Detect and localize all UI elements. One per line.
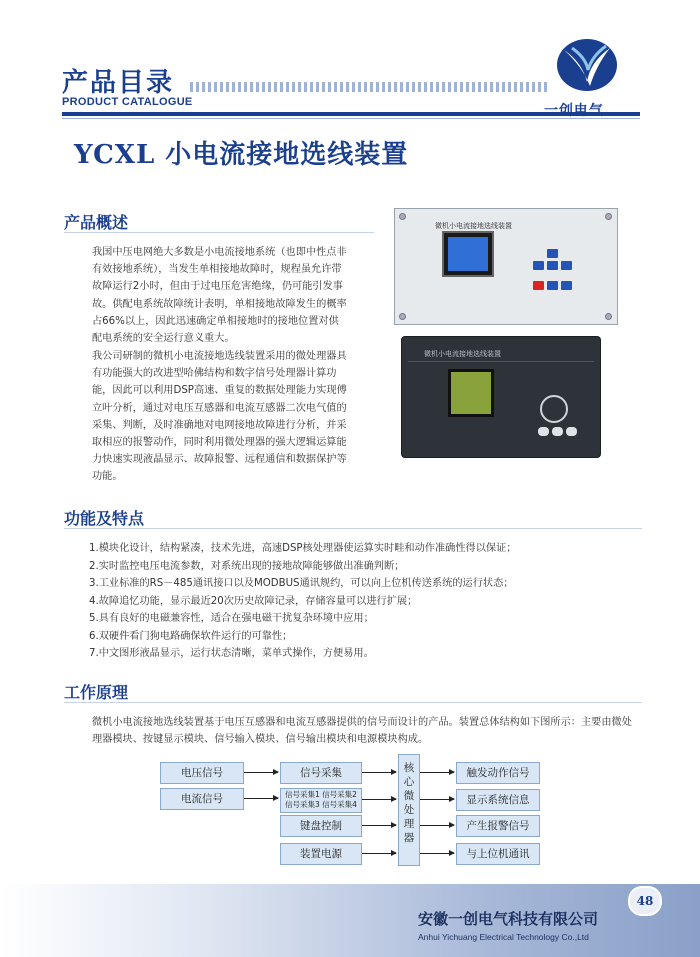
screw-icon	[399, 313, 406, 320]
overview-heading: 产品概述	[64, 213, 129, 232]
screw-icon	[399, 213, 406, 220]
output-box: 产生报警信号	[456, 815, 540, 837]
feature-item: 7.中文图形液晶显示，运行状态清晰，菜单式操作，方便易用。	[89, 648, 374, 659]
device1-screen	[442, 231, 494, 277]
device2-divider	[408, 361, 594, 362]
device1-lcd	[448, 237, 488, 271]
screw-icon	[605, 313, 612, 320]
company-logo-icon	[552, 36, 622, 94]
core-processor-box: 核心微处理器	[398, 754, 420, 866]
company-name-cn: 安徽一创电气科技有限公司	[418, 910, 599, 928]
arrow-icon	[362, 825, 396, 826]
device-photo-1	[394, 208, 618, 325]
acquisition-line-1: 信号采集1 信号采集2	[285, 790, 357, 799]
enter-key-icon	[547, 261, 558, 270]
catalogue-title: 产品目录	[62, 68, 175, 98]
device2-button-icon	[552, 427, 563, 436]
features-list	[89, 540, 649, 663]
menu-key-icon	[561, 281, 572, 290]
arrow-icon	[420, 853, 454, 854]
arrow-icon	[362, 799, 396, 800]
overview-rule	[64, 232, 374, 233]
arrow-icon	[244, 798, 278, 799]
catalogue-subtitle: PRODUCT CATALOGUE	[62, 96, 193, 108]
down-key-icon	[547, 281, 558, 290]
arrow-icon	[362, 772, 396, 773]
screw-icon	[605, 213, 612, 220]
feature-item: 3.工业标准的RS－485通讯接口以及MODBUS通讯规约，可以向上位机传送系统的运行状态；	[89, 578, 514, 589]
device1-label: 微机小电流接地选线装置	[435, 222, 512, 230]
left-key-icon	[533, 261, 544, 270]
logo-text: 一创电气	[544, 103, 604, 119]
overview-paragraph-2: 我公司研制的微机小电流接地选线装置采用的微处理器具有功能强大的改进型哈佛结构和数字信号处理器计算功能，因此可以利用DSP高速、重复的数据处理能力实现傅立叶分析，通过对电压互感器和电流互感器二次电气值的采集、判断，及时准确地对电网接地故障进行分析，并采取相应的报警动作，同时利用微处理器的强大逻辑运算能力快速实现液晶显示、故障报警、远程通信和数据保护等功能。	[92, 351, 347, 483]
features-heading: 功能及特点	[64, 509, 145, 528]
device-photo-2	[401, 336, 601, 458]
reset-key-icon	[533, 281, 544, 290]
overview-paragraph-1: 我国中压电网绝大多数是小电流接地系统（也即中性点非有效接地系统），当发生单相接地故障时，规程虽允许带故障运行2小时，但由于过电压危害绝缘，仍可能引发事故。供配电系统故障统计表明，单相接地故障发生的概率占66%以上，因此迅速确定单相接地时的接地位置对供配电系统的安全运行意义重大。	[92, 247, 347, 345]
header-stripes	[190, 82, 550, 92]
arrow-icon	[420, 772, 454, 773]
device2-button-icon	[538, 427, 549, 436]
arrow-icon	[420, 825, 454, 826]
device2-screen	[448, 369, 494, 417]
right-key-icon	[561, 261, 572, 270]
power-supply-box: 装置电源	[280, 843, 362, 865]
principle-rule	[64, 702, 642, 703]
principle-heading: 工作原理	[64, 683, 129, 702]
features-rule	[64, 528, 642, 529]
feature-item: 5.具有良好的电磁兼容性，适合在强电磁干扰复杂环境中应用；	[89, 613, 374, 624]
output-box: 显示系统信息	[456, 789, 540, 811]
output-box: 触发动作信号	[456, 762, 540, 784]
output-box: 与上位机通讯	[456, 843, 540, 865]
feature-item: 6.双硬件看门狗电路确保软件运行的可靠性；	[89, 630, 293, 642]
arrow-icon	[244, 772, 278, 773]
product-title: YCXL 小电流接地选线装置	[74, 140, 409, 170]
feature-item: 1.模块化设计，结构紧凑，技术先进，高速DSP核处理器使运算实时畦和动作准确性得以保证；	[89, 543, 517, 554]
up-key-icon	[547, 249, 558, 258]
signal-acquisition-box: 信号采集	[280, 762, 362, 784]
company-name-en: Anhui Yichuang Electrical Technology Co.,Ltd	[418, 932, 589, 942]
current-signal-box: 电流信号	[160, 788, 244, 810]
keyboard-control-box: 键盘控制	[280, 815, 362, 837]
navigation-ring-icon	[540, 395, 568, 423]
feature-item: 2.实时监控电压电流参数，对系统出现的接地故障能够做出准确判断；	[89, 560, 405, 572]
page-number: 48	[628, 886, 662, 916]
arrow-icon	[362, 853, 396, 854]
device2-button-icon	[566, 427, 577, 436]
voltage-signal-box: 电压信号	[160, 762, 244, 784]
acquisition-line-2: 信号采集3 信号采集4	[285, 800, 357, 809]
device2-label: 微机小电流接地选线装置	[424, 350, 501, 358]
principle-text: 微机小电流接地选线装置基于电压互感器和电流互感器提供的信号而设计的产品。装置总体结构如下图所示：主要由微处理器模块、按键显示模块、信号输入模块、信号输出模块和电源模块构成。	[92, 717, 632, 746]
arrow-icon	[420, 799, 454, 800]
feature-item: 4.故障追忆功能，显示最近20次历史故障记录，存储容量可以进行扩展；	[89, 595, 418, 607]
acquisition-channels-box	[280, 788, 362, 813]
